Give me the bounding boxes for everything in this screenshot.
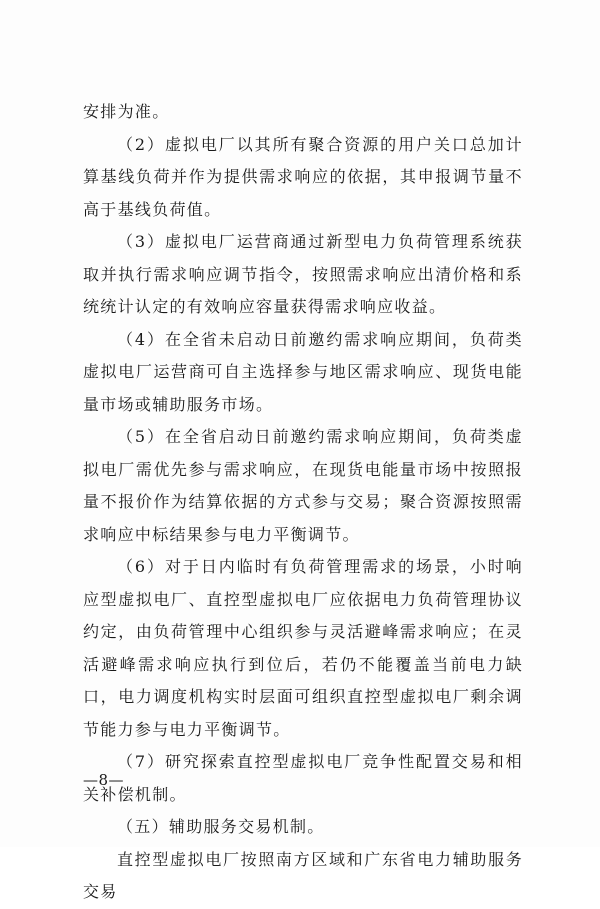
paragraph-item-4: （4）在全省未启动日前邀约需求响应期间，负荷类虚拟电厂运营商可自主选择参与地区需求响应、现货电能量市场或辅助服务市场。 bbox=[83, 329, 523, 414]
section-heading-5: （五）辅助服务交易机制。 bbox=[117, 817, 325, 836]
paragraph-item-2: （2）虚拟电厂以其所有聚合资源的用户关口总加计算基线负荷并作为提供需求响应的依据，其申报调节量不高于基线负荷值。 bbox=[83, 134, 523, 219]
page-number: —8— bbox=[83, 771, 125, 789]
paragraph-item-3: （3）虚拟电厂运营商通过新型电力负荷管理系统获取并执行需求响应调节指令，按照需求响应出清价格和系统统计认定的有效响应容量获得需求响应收益。 bbox=[83, 232, 523, 316]
paragraph-item-5: （5）在全省启动日前邀约需求响应期间，负荷类虚拟电厂需优先参与需求响应，在现货电能量市场中按照报量不报价作为结算依据的方式参与交易；聚合资源按照需求响应中标结果参与电力平衡调节。 bbox=[83, 427, 523, 544]
paragraph-continuation: 安排为准。 bbox=[83, 102, 170, 121]
paragraph-section-5-body: 直控型虚拟电厂按照南方区域和广东省电力辅助服务交易 bbox=[83, 849, 523, 901]
paragraph-item-7: （7）研究探索直控型虚拟电厂竞争性配置交易和相关补偿机制。 bbox=[83, 752, 523, 804]
document-body bbox=[83, 96, 523, 909]
paragraph-item-6: （6）对于日内临时有负荷管理需求的场景，小时响应型虚拟电厂、直控型虚拟电厂应依据电力负荷管理协议约定，由负荷管理中心组织参与灵活避峰需求响应；在灵活避峰需求响应执行到位后，若仍不能覆盖当前电力缺口，电力调度机构实时层面可组织直控型虚拟电厂剩余调节能力参与电力平衡调节。 bbox=[83, 557, 523, 739]
